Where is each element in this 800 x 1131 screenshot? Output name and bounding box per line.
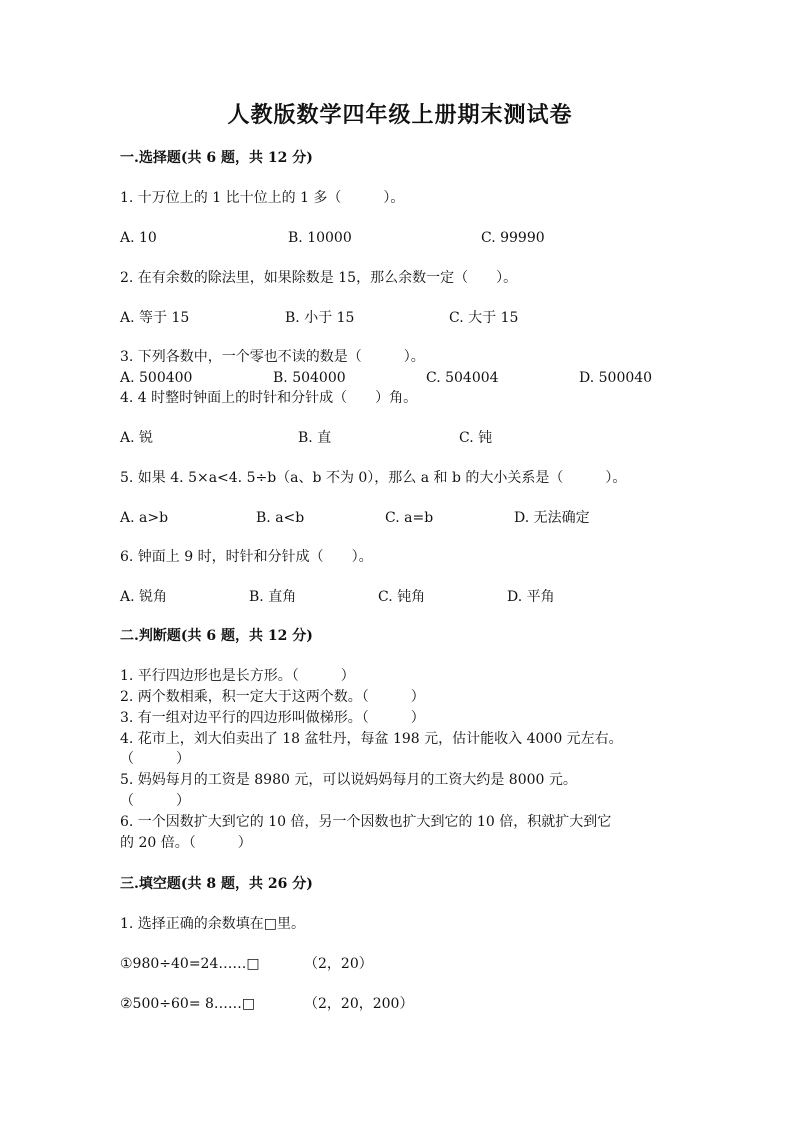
option: A. 锐 xyxy=(120,430,154,446)
option: D. 平角 xyxy=(507,589,555,605)
statement-line: 6. 一个因数扩大到它的 10 倍，另一个因数也扩大到它的 10 倍，积就扩大到它 xyxy=(120,814,612,830)
statement-line: 5. 妈妈每月的工资是 8980 元，可以说妈妈每月的工资大约是 8000 元。 xyxy=(120,772,577,788)
statement-line: （ ） xyxy=(120,793,190,809)
option: B. a<b xyxy=(256,510,305,526)
option: A. a>b xyxy=(120,510,169,526)
option: C. 99990 xyxy=(481,230,545,246)
option: C. a=b xyxy=(385,510,434,526)
option: A. 10 xyxy=(120,230,157,246)
statement-line: （ ） xyxy=(120,751,190,767)
page-title: 人教版数学四年级上册期末测试卷 xyxy=(227,102,573,128)
option: B. 直角 xyxy=(249,589,297,605)
option: D. 无法确定 xyxy=(514,510,590,526)
statement-line: 1. 平行四边形也是长方形。（ ） xyxy=(120,668,355,684)
statement-line: 的 20 倍。（ ） xyxy=(120,835,252,851)
option: C. 钝角 xyxy=(378,589,426,605)
statement-line: 2. 两个数相乘，积一定大于这两个数。（ ） xyxy=(120,689,425,705)
statement-line: 4. 花市上，刘大伯卖出了 18 盆牡丹，每盆 198 元，估计能收入 4000 元左右。 xyxy=(120,731,623,747)
option: A. 500400 xyxy=(120,370,193,386)
question-text: 6. 钟面上 9 时，时针和分针成（ ）。 xyxy=(120,549,373,565)
option: B. 504000 xyxy=(273,370,346,386)
fill-choices: （2，20） xyxy=(304,956,373,972)
option: C. 大于 15 xyxy=(449,310,519,326)
option: C. 钝 xyxy=(459,430,493,446)
section-heading-judge: 二.判断题(共 6 题，共 12 分) xyxy=(120,628,313,644)
option: B. 直 xyxy=(298,430,332,446)
fill-expression: ①980÷40=24……□ xyxy=(120,956,260,972)
fill-choices: （2，20，200） xyxy=(304,996,414,1012)
option: D. 500040 xyxy=(579,370,653,386)
option: A. 等于 15 xyxy=(120,310,190,326)
option: B. 10000 xyxy=(288,230,352,246)
question-text: 4. 4 时整时钟面上的时针和分针成（ ）角。 xyxy=(120,390,418,406)
question-text: 2. 在有余数的除法里，如果除数是 15，那么余数一定（ ）。 xyxy=(120,270,518,286)
option: A. 锐角 xyxy=(120,589,168,605)
option: C. 504004 xyxy=(426,370,499,386)
option: B. 小于 15 xyxy=(285,310,355,326)
section-heading-choice: 一.选择题(共 6 题，共 12 分) xyxy=(120,150,313,166)
question-text: 5. 如果 4. 5×a<4. 5÷b（a、b 不为 0），那么 a 和 b 的大小关系是（ ）。 xyxy=(120,470,627,486)
statement-line: 3. 有一组对边平行的四边形叫做梯形。（ ） xyxy=(120,710,425,726)
fill-expression: ②500÷60= 8……□ xyxy=(120,996,256,1012)
question-text: 1. 十万位上的 1 比十位上的 1 多（ ）。 xyxy=(120,190,405,206)
question-text: 1. 选择正确的余数填在□里。 xyxy=(120,916,306,932)
section-heading-fill: 三.填空题(共 8 题，共 26 分) xyxy=(120,876,313,892)
question-text: 3. 下列各数中，一个零也不读的数是（ ）。 xyxy=(120,349,425,365)
